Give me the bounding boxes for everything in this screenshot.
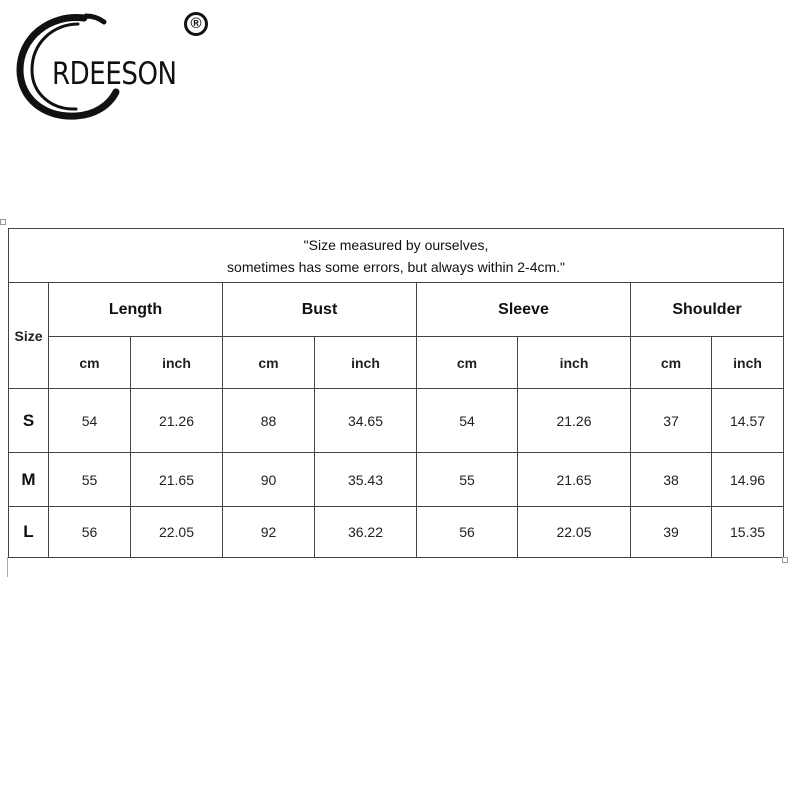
table-cell: 22.05	[518, 507, 631, 558]
table-cell: 56	[49, 507, 131, 558]
table-cell: 88	[223, 389, 315, 453]
unit-header-cm: cm	[417, 337, 518, 389]
length-header: Length	[49, 283, 223, 337]
table-resize-marker	[782, 557, 788, 563]
registered-mark: ®	[184, 12, 208, 36]
table-cell: 56	[417, 507, 518, 558]
table-cell: 22.05	[131, 507, 223, 558]
table-cell: 54	[417, 389, 518, 453]
size-label: M	[9, 453, 49, 507]
unit-header-cm: cm	[223, 337, 315, 389]
size-column-header: Size	[9, 283, 49, 389]
size-label: L	[9, 507, 49, 558]
edge-tick	[7, 557, 8, 577]
table-cell: 54	[49, 389, 131, 453]
measurement-note	[9, 229, 784, 283]
table-cell: 34.65	[315, 389, 417, 453]
table-cell: 55	[417, 453, 518, 507]
shoulder-header: Shoulder	[631, 283, 784, 337]
table-handle-marker	[0, 219, 6, 225]
table-cell: 14.96	[712, 453, 784, 507]
table-cell: 55	[49, 453, 131, 507]
table-cell: 39	[631, 507, 712, 558]
table-cell: 35.43	[315, 453, 417, 507]
table-cell: 15.35	[712, 507, 784, 558]
note-line-1: "Size measured by ourselves,	[303, 236, 489, 253]
sleeve-header: Sleeve	[417, 283, 631, 337]
size-label: S	[9, 389, 49, 453]
table-cell: 21.26	[131, 389, 223, 453]
table-cell: 38	[631, 453, 712, 507]
brand-logo	[14, 10, 214, 122]
table-cell: 14.57	[712, 389, 784, 453]
bust-header: Bust	[223, 283, 417, 337]
table-cell: 36.22	[315, 507, 417, 558]
table-cell: 21.65	[131, 453, 223, 507]
table-cell: 37	[631, 389, 712, 453]
unit-header-inch: inch	[315, 337, 417, 389]
unit-header-inch: inch	[131, 337, 223, 389]
brand-name: RDEESON	[52, 56, 177, 92]
table-cell: 90	[223, 453, 315, 507]
table-cell: 21.65	[518, 453, 631, 507]
unit-header-cm: cm	[49, 337, 131, 389]
unit-header-cm: cm	[631, 337, 712, 389]
table-cell: 92	[223, 507, 315, 558]
size-table	[8, 228, 784, 558]
table-row	[9, 453, 784, 507]
unit-header-inch: inch	[712, 337, 784, 389]
table-row	[9, 389, 784, 453]
table-cell: 21.26	[518, 389, 631, 453]
size-chart	[8, 228, 783, 558]
table-row	[9, 507, 784, 558]
unit-header-inch: inch	[518, 337, 631, 389]
note-line-2: sometimes has some errors, but always within 2-4cm."	[227, 258, 566, 275]
